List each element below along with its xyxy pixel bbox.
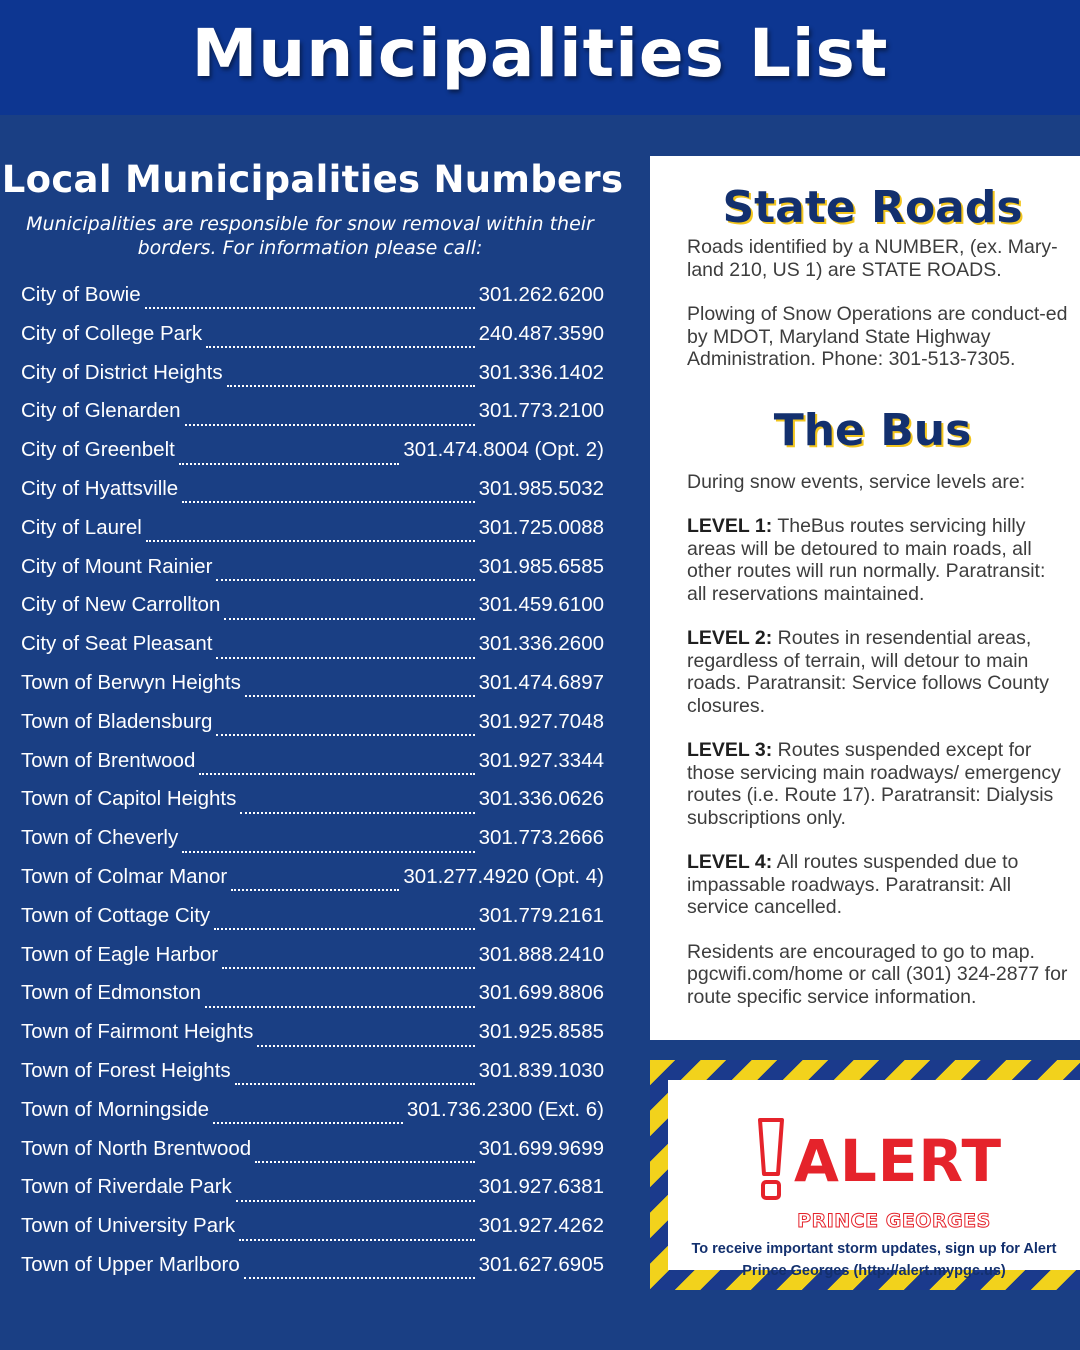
municipality-phone: 301.985.5032 xyxy=(478,476,604,500)
bus-footer: Residents are encouraged to go to map. pgcwifi.com/home or call (301) 324-2877 for route specific service information. xyxy=(687,940,1068,1008)
municipality-phone: 301.336.2600 xyxy=(478,632,604,656)
municipality-name: City of Seat Pleasant xyxy=(21,632,213,656)
municipality-name: Town of Riverdale Park xyxy=(21,1175,232,1199)
dot-leader xyxy=(206,346,474,348)
municipality-row xyxy=(21,710,604,749)
bus-level xyxy=(687,627,1068,717)
dot-leader xyxy=(182,501,474,503)
municipality-name: Town of North Brentwood xyxy=(21,1136,252,1160)
municipality-phone: 301.927.7048 xyxy=(478,709,604,733)
municipality-name: City of Hyattsville xyxy=(21,476,179,500)
dot-leader xyxy=(185,424,475,426)
municipality-name: Town of Fairmont Heights xyxy=(21,1020,254,1044)
title-banner xyxy=(0,0,1080,115)
municipality-row xyxy=(21,1098,604,1137)
municipality-phone: 301.627.6905 xyxy=(478,1252,604,1276)
municipality-row xyxy=(21,477,604,516)
dot-leader xyxy=(227,385,475,387)
alert-word: ALERT xyxy=(793,1127,1003,1195)
municipality-name: Town of Forest Heights xyxy=(21,1058,231,1082)
state-roads-paragraph: Plowing of Snow Operations are conduct-ed by MDOT, Maryland State Highway Administration. Phone: 301-513-7305. xyxy=(687,303,1068,370)
bus-level-text: TheBus routes servicing hilly areas will be detoured to main roads, all other routes will run normally. Paratransit: all reservations maintained. xyxy=(687,515,1046,605)
municipality-phone: 301.277.4920 (Opt. 4) xyxy=(403,864,604,888)
municipality-row xyxy=(21,749,604,788)
municipality-row xyxy=(21,826,604,865)
municipality-row xyxy=(21,787,604,826)
bus-level-text: Routes suspended except for those servicing main roadways/ emergency routes (i.e. Route 17). Paratransit: Dialysis subscriptions only. xyxy=(687,739,1061,829)
municipality-phone: 301.459.6100 xyxy=(478,593,604,617)
bus-heading: The Bus xyxy=(773,404,972,456)
bus-level-label: LEVEL 4: xyxy=(687,851,773,873)
municipality-row xyxy=(21,943,604,982)
municipality-row xyxy=(21,1175,604,1214)
dot-leader xyxy=(235,1083,475,1085)
municipality-name: Town of Cottage City xyxy=(21,903,211,927)
bus-level-label: LEVEL 1: xyxy=(687,515,773,537)
municipality-row xyxy=(21,904,604,943)
municipality-name: City of College Park xyxy=(21,321,203,345)
municipalities-section xyxy=(0,155,625,1292)
municipality-name: City of Laurel xyxy=(21,515,142,539)
state-roads-paragraph: Roads identified by a NUMBER, (ex. Mary-land 210, US 1) are STATE ROADS. xyxy=(687,236,1058,281)
municipality-row xyxy=(21,322,604,361)
bus-level xyxy=(687,739,1068,829)
dot-leader xyxy=(245,695,475,697)
municipality-phone: 301.699.9699 xyxy=(478,1136,604,1160)
alert-signup-note: To receive important storm updates, sign up for Alert Prince Georges (http://alert.mypgc.us) xyxy=(691,1241,1057,1279)
dot-leader xyxy=(239,1239,474,1241)
dot-leader xyxy=(199,773,474,775)
bus-level xyxy=(687,851,1068,919)
municipality-name: City of Bowie xyxy=(21,283,141,306)
dot-leader xyxy=(205,1006,475,1008)
municipality-name: Town of Colmar Manor xyxy=(21,864,228,888)
municipality-name: Town of University Park xyxy=(21,1214,236,1238)
municipality-row xyxy=(21,1059,604,1098)
municipality-name: Town of Berwyn Heights xyxy=(21,670,241,694)
alert-banner xyxy=(650,1060,1080,1290)
municipality-phone: 301.336.0626 xyxy=(478,787,604,811)
municipality-phone: 301.474.8004 (Opt. 2) xyxy=(403,438,604,462)
municipality-row xyxy=(21,1253,604,1292)
dot-leader xyxy=(146,540,475,542)
municipality-phone: 240.487.3590 xyxy=(478,321,604,345)
dot-leader xyxy=(255,1161,474,1163)
dot-leader xyxy=(257,1045,474,1047)
page-title: Municipalities List xyxy=(191,15,889,92)
municipality-row xyxy=(21,555,604,594)
dot-leader xyxy=(179,463,400,465)
alert-panel xyxy=(668,1080,1080,1279)
dot-leader xyxy=(222,967,474,969)
bus-level-text: All routes suspended due to impassable roadways. Paratransit: All service cancelled. xyxy=(687,851,1019,918)
municipality-phone: 301.262.6200 xyxy=(478,283,604,306)
dot-leader xyxy=(216,579,474,581)
bus-level xyxy=(687,515,1068,605)
alert-logo xyxy=(754,1116,1002,1206)
dot-leader xyxy=(182,851,474,853)
alert-subtitle: PRINCE GEORGES xyxy=(797,1210,991,1232)
dot-leader xyxy=(216,657,474,659)
municipality-phone: 301.985.6585 xyxy=(478,554,604,578)
municipality-phone: 301.474.6897 xyxy=(478,670,604,694)
municipality-name: Town of Edmonston xyxy=(21,981,202,1005)
municipality-name: Town of Eagle Harbor xyxy=(21,942,219,966)
municipality-row xyxy=(21,1020,604,1059)
municipality-phone: 301.927.4262 xyxy=(478,1214,604,1238)
municipality-row xyxy=(21,283,604,322)
municipality-name: Town of Bladensburg xyxy=(21,709,213,733)
dot-leader xyxy=(231,889,399,891)
municipality-name: Town of Upper Marlboro xyxy=(21,1252,240,1276)
municipality-name: City of Mount Rainier xyxy=(21,554,213,578)
municipality-name: Town of Brentwood xyxy=(21,748,196,772)
state-roads-heading: State Roads xyxy=(722,182,1023,233)
municipality-phone: 301.725.0088 xyxy=(478,515,604,539)
municipality-row xyxy=(21,399,604,438)
municipality-row xyxy=(21,1137,604,1176)
municipalities-heading: Local Municipalities Numbers xyxy=(1,158,624,201)
municipality-row xyxy=(21,1214,604,1253)
municipality-row xyxy=(21,981,604,1020)
municipality-name: City of Glenarden xyxy=(21,399,181,423)
bus-levels xyxy=(687,493,1068,919)
municipality-phone: 301.925.8585 xyxy=(478,1020,604,1044)
municipality-phone: 301.773.2666 xyxy=(478,826,604,850)
municipalities-list xyxy=(0,283,604,1292)
dot-leader xyxy=(213,1122,403,1124)
municipality-row xyxy=(21,516,604,555)
dot-leader xyxy=(145,307,475,309)
municipality-row xyxy=(21,361,604,400)
municipality-name: Town of Cheverly xyxy=(21,826,179,850)
municipality-name: City of New Carrollton xyxy=(21,593,221,617)
municipality-name: City of Greenbelt xyxy=(21,438,175,462)
bus-level-text: Routes in resendential areas, regardless of terrain, will detour to main roads. Paratransit: Service follows County closures. xyxy=(687,627,1049,717)
municipality-name: Town of Capitol Heights xyxy=(21,787,237,811)
dot-leader xyxy=(236,1200,475,1202)
municipality-phone: 301.773.2100 xyxy=(478,399,604,423)
municipality-row xyxy=(21,438,604,477)
info-card xyxy=(650,156,1080,1040)
dot-leader xyxy=(224,618,474,620)
dot-leader xyxy=(240,812,474,814)
bus-level-label: LEVEL 3: xyxy=(687,739,773,761)
municipalities-subtitle: Municipalities are responsible for snow removal within their borders. For information please call: xyxy=(26,213,594,259)
municipality-row xyxy=(21,671,604,710)
municipality-row xyxy=(21,593,604,632)
municipality-row xyxy=(21,632,604,671)
municipality-phone: 301.927.3344 xyxy=(478,748,604,772)
municipality-phone: 301.888.2410 xyxy=(478,942,604,966)
municipality-phone: 301.839.1030 xyxy=(478,1058,604,1082)
municipality-phone: 301.699.8806 xyxy=(478,981,604,1005)
municipality-phone: 301.736.2300 (Ext. 6) xyxy=(406,1097,604,1121)
municipality-phone: 301.336.1402 xyxy=(478,360,604,384)
dot-leader xyxy=(214,928,474,930)
bus-intro: During snow events, service levels are: xyxy=(687,470,1026,493)
bus-level-label: LEVEL 2: xyxy=(687,627,773,649)
exclamation-icon xyxy=(754,1116,788,1206)
municipality-phone: 301.927.6381 xyxy=(478,1175,604,1199)
municipality-name: Town of Morningside xyxy=(21,1097,210,1121)
municipality-row xyxy=(21,865,604,904)
dot-leader xyxy=(244,1277,475,1279)
dot-leader xyxy=(216,734,474,736)
municipality-phone: 301.779.2161 xyxy=(478,903,604,927)
municipality-name: City of District Heights xyxy=(21,360,223,384)
